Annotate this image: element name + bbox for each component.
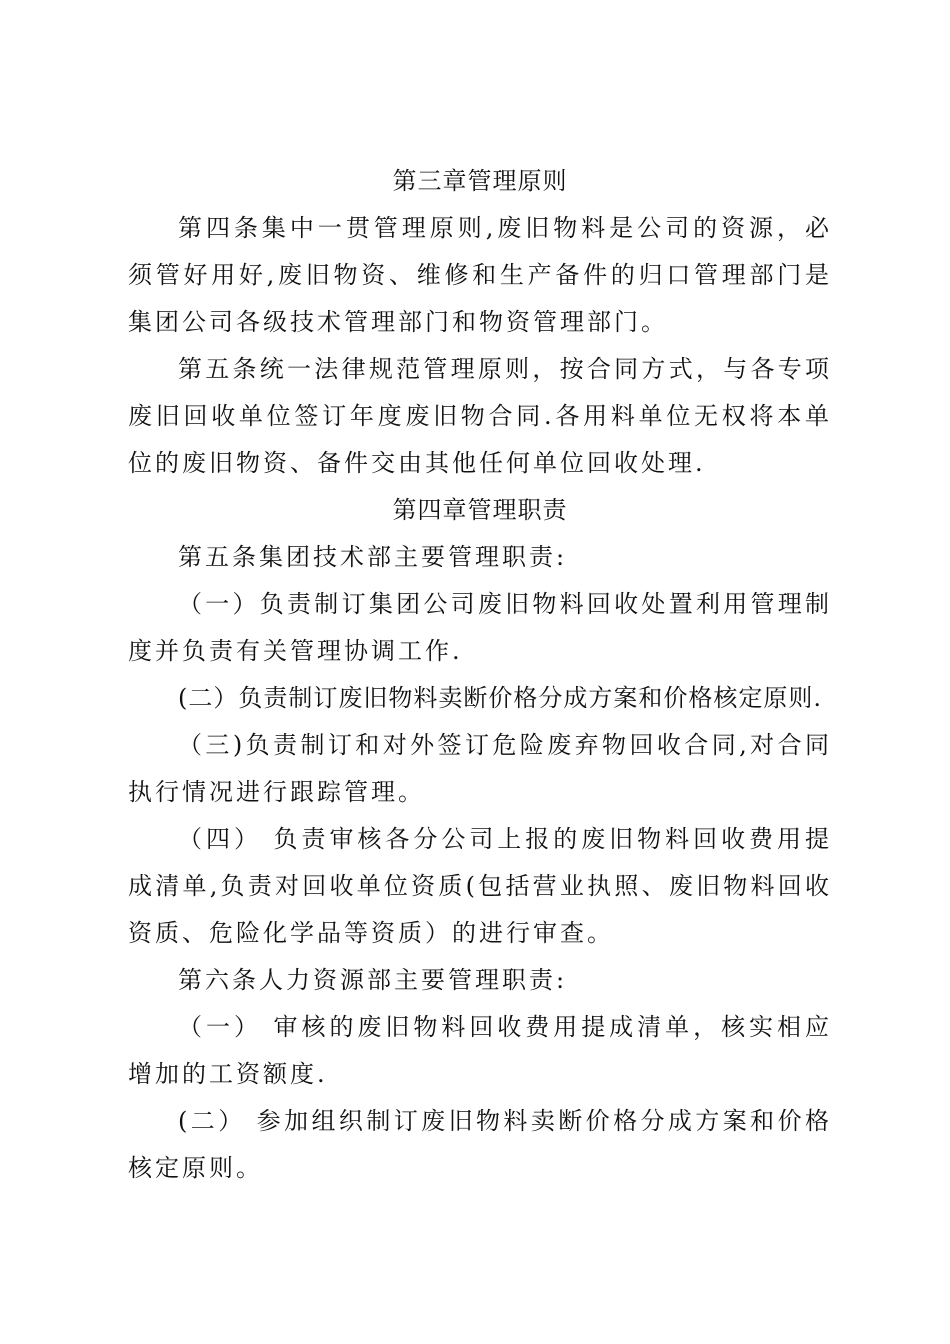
article-4: 第四条集中一贯管理原则,废旧物料是公司的资源，必须管好用好,废旧物资、维修和生产备件的归口管理部门是集团公司各级技术管理部门和物资管理部门。	[128, 214, 832, 336]
chapter-3-heading: 第三章管理原则	[392, 167, 568, 195]
article-5-item-2: (二）负责制订废旧物料卖断价格分成方案和价格核定原则.	[178, 684, 822, 712]
article-5-principle: 第五条统一法律规范管理原则，按合同方式，与各专项废旧回收单位签订年度废旧物合同.各用料单位无权将本单位的废旧物资、备件交由其他任何单位回收处理.	[128, 355, 832, 477]
article-5-item-3: （三)负责制订和对外签订危险废弃物回收合同,对合同执行情况进行跟踪管理。	[128, 731, 832, 806]
article-6-item-1: （一） 审核的废旧物料回收费用提成清单，核实相应增加的工资额度.	[128, 1013, 832, 1088]
document-body	[128, 158, 832, 1192]
chapter-4-heading: 第四章管理职责	[392, 496, 568, 524]
article-5-item-4: （四） 负责审核各分公司上报的废旧物料回收费用提成清单,负责对回收单位资质(包括营业执照、废旧物料回收资质、危险化学品等资质）的进行审查。	[128, 825, 832, 947]
article-5-duties: 第五条集团技术部主要管理职责:	[178, 543, 568, 571]
article-5-item-1: （一）负责制订集团公司废旧物料回收处置利用管理制度并负责有关管理协调工作.	[128, 590, 832, 665]
article-6-duties: 第六条人力资源部主要管理职责:	[178, 966, 568, 994]
article-6-item-2: (二） 参加组织制订废旧物料卖断价格分成方案和价格核定原则。	[128, 1107, 832, 1182]
